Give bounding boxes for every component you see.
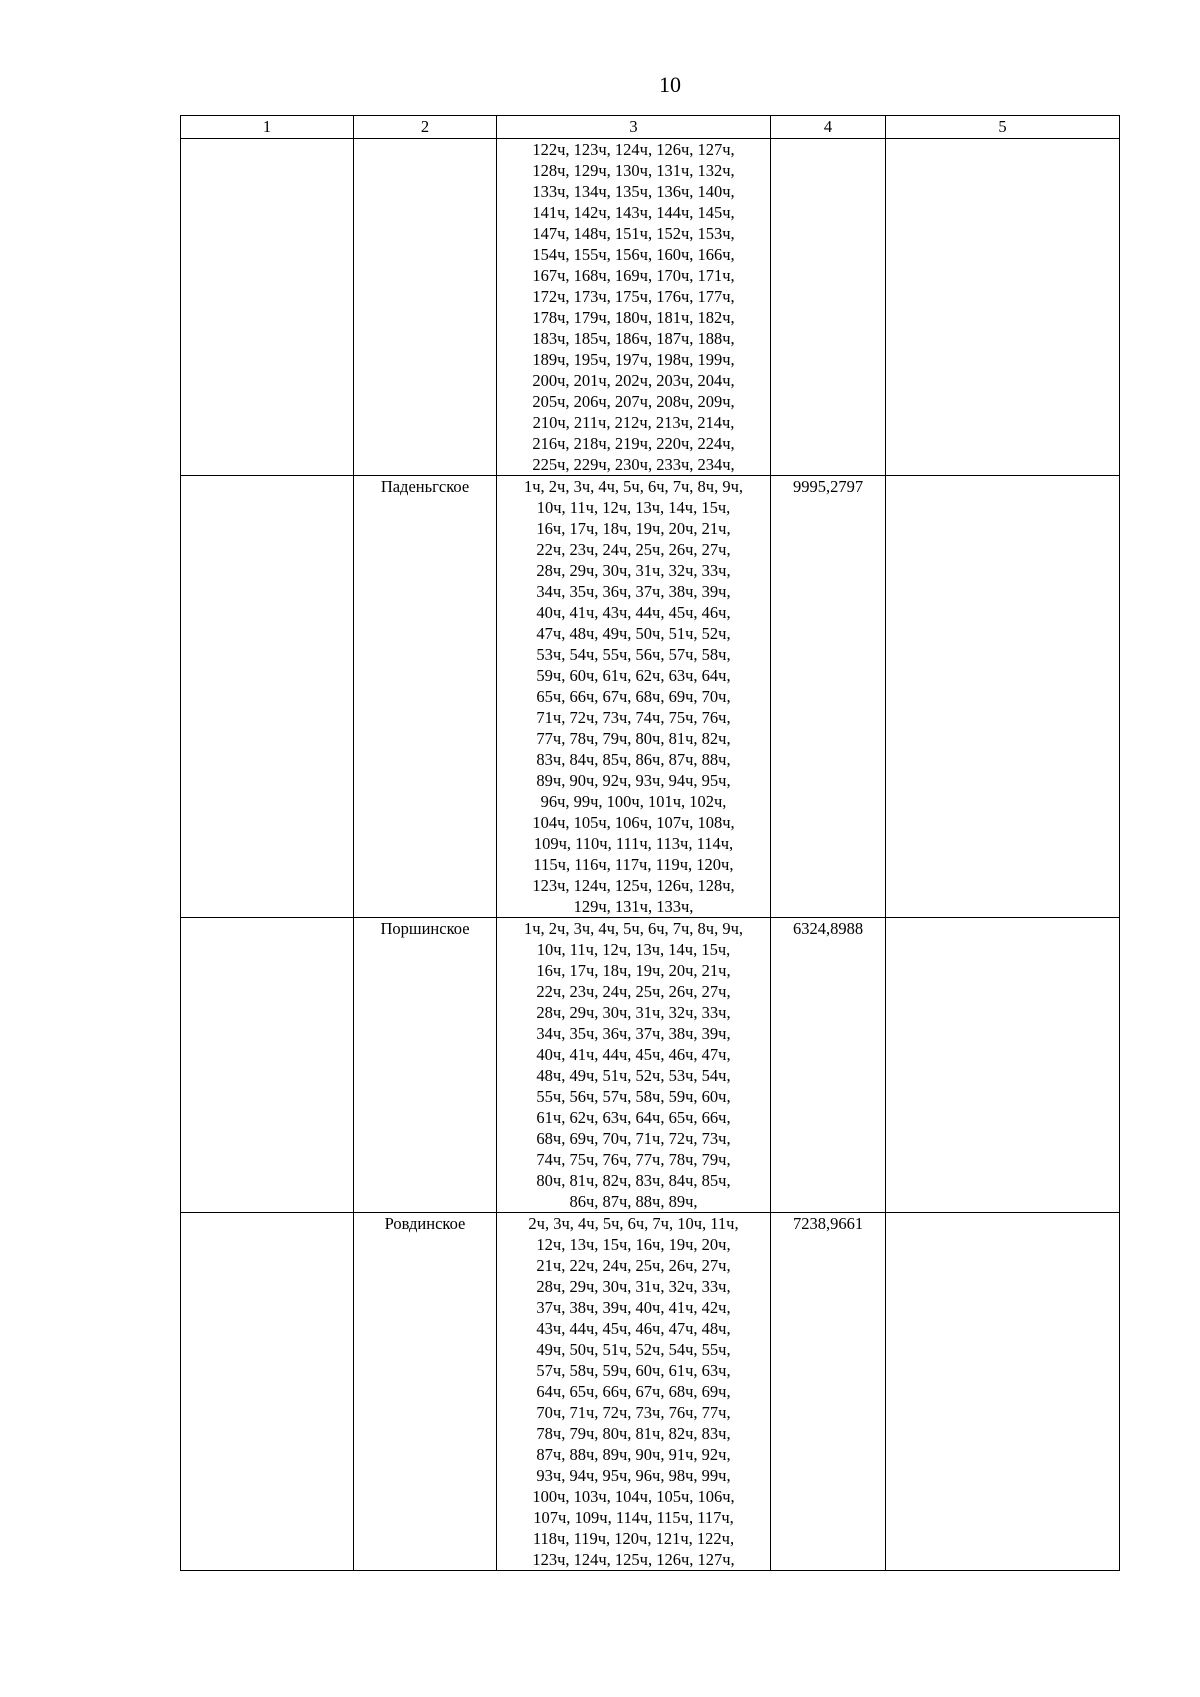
quarters-line: 68ч, 69ч, 70ч, 71ч, 72ч, 73ч, — [536, 1129, 731, 1148]
quarters-line: 183ч, 185ч, 186ч, 187ч, 188ч, — [532, 329, 735, 348]
quarters-line: 100ч, 103ч, 104ч, 105ч, 106ч, — [532, 1487, 735, 1506]
quarters-line: 200ч, 201ч, 202ч, 203ч, 204ч, — [532, 371, 735, 390]
quarters-line: 96ч, 99ч, 100ч, 101ч, 102ч, — [540, 792, 727, 811]
quarters-line: 70ч, 71ч, 72ч, 73ч, 76ч, 77ч, — [536, 1403, 731, 1422]
quarters-line: 210ч, 211ч, 212ч, 213ч, 214ч, — [532, 413, 735, 432]
cell-forestry-name: Ровдинское — [354, 1213, 497, 1571]
column-header-3: 3 — [497, 116, 771, 139]
cell-col5 — [886, 1213, 1120, 1571]
cell-col1 — [181, 1213, 354, 1571]
quarters-line: 1ч, 2ч, 3ч, 4ч, 5ч, 6ч, 7ч, 8ч, 9ч, — [523, 919, 744, 938]
quarters-line: 172ч, 173ч, 175ч, 176ч, 177ч, — [532, 287, 735, 306]
quarters-line: 133ч, 134ч, 135ч, 136ч, 140ч, — [532, 182, 735, 201]
cell-forestry-name: Паденьгское — [354, 476, 497, 918]
quarters-line: 189ч, 195ч, 197ч, 198ч, 199ч, — [532, 350, 735, 369]
cell-quarters-list — [497, 1213, 771, 1571]
quarters-line: 47ч, 48ч, 49ч, 50ч, 51ч, 52ч, — [536, 624, 731, 643]
column-header-4: 4 — [771, 116, 886, 139]
table-row — [181, 918, 1120, 1213]
quarters-line: 104ч, 105ч, 106ч, 107ч, 108ч, — [532, 813, 735, 832]
quarters-line: 28ч, 29ч, 30ч, 31ч, 32ч, 33ч, — [536, 1003, 731, 1022]
quarters-line: 83ч, 84ч, 85ч, 86ч, 87ч, 88ч, — [536, 750, 731, 769]
quarters-line: 64ч, 65ч, 66ч, 67ч, 68ч, 69ч, — [536, 1382, 731, 1401]
quarters-line: 107ч, 109ч, 114ч, 115ч, 117ч, — [533, 1508, 734, 1527]
land-plots-table — [180, 115, 1120, 1571]
quarters-line: 59ч, 60ч, 61ч, 62ч, 63ч, 64ч, — [536, 666, 731, 685]
quarters-line: 16ч, 17ч, 18ч, 19ч, 20ч, 21ч, — [536, 961, 731, 980]
table-row — [181, 139, 1120, 476]
quarters-line: 129ч, 131ч, 133ч, — [573, 897, 694, 916]
quarters-line: 34ч, 35ч, 36ч, 37ч, 38ч, 39ч, — [536, 1024, 731, 1043]
quarters-line: 123ч, 124ч, 125ч, 126ч, 128ч, — [532, 876, 735, 895]
cell-quarters-list — [497, 139, 771, 476]
quarters-line: 115ч, 116ч, 117ч, 119ч, 120ч, — [533, 855, 734, 874]
quarters-line: 28ч, 29ч, 30ч, 31ч, 32ч, 33ч, — [536, 561, 731, 580]
table-body — [181, 139, 1120, 1571]
quarters-line: 225ч, 229ч, 230ч, 233ч, 234ч, — [532, 455, 735, 474]
table-row — [181, 476, 1120, 918]
quarters-line: 123ч, 124ч, 125ч, 126ч, 127ч, — [532, 1550, 735, 1569]
quarters-line: 74ч, 75ч, 76ч, 77ч, 78ч, 79ч, — [536, 1150, 731, 1169]
column-header-2: 2 — [354, 116, 497, 139]
quarters-line: 40ч, 41ч, 44ч, 45ч, 46ч, 47ч, — [536, 1045, 731, 1064]
quarters-line: 154ч, 155ч, 156ч, 160ч, 166ч, — [532, 245, 735, 264]
quarters-line: 77ч, 78ч, 79ч, 80ч, 81ч, 82ч, — [536, 729, 731, 748]
quarters-line: 10ч, 11ч, 12ч, 13ч, 14ч, 15ч, — [536, 940, 731, 959]
cell-col5 — [886, 476, 1120, 918]
cell-col1 — [181, 139, 354, 476]
cell-forestry-name — [354, 139, 497, 476]
cell-col1 — [181, 476, 354, 918]
page-number: 10 — [659, 72, 681, 97]
quarters-line: 1ч, 2ч, 3ч, 4ч, 5ч, 6ч, 7ч, 8ч, 9ч, — [523, 477, 744, 496]
cell-area: 6324,8988 — [771, 918, 886, 1213]
quarters-line: 43ч, 44ч, 45ч, 46ч, 47ч, 48ч, — [536, 1319, 731, 1338]
quarters-line: 86ч, 87ч, 88ч, 89ч, — [569, 1192, 698, 1211]
quarters-line: 93ч, 94ч, 95ч, 96ч, 98ч, 99ч, — [536, 1466, 731, 1485]
column-header-5: 5 — [886, 116, 1120, 139]
quarters-line: 57ч, 58ч, 59ч, 60ч, 61ч, 63ч, — [536, 1361, 731, 1380]
quarters-line: 48ч, 49ч, 51ч, 52ч, 53ч, 54ч, — [536, 1066, 731, 1085]
quarters-line: 109ч, 110ч, 111ч, 113ч, 114ч, — [533, 834, 734, 853]
cell-forestry-name: Поршинское — [354, 918, 497, 1213]
quarters-line: 87ч, 88ч, 89ч, 90ч, 91ч, 92ч, — [536, 1445, 731, 1464]
cell-col5 — [886, 139, 1120, 476]
quarters-line: 22ч, 23ч, 24ч, 25ч, 26ч, 27ч, — [536, 982, 731, 1001]
quarters-line: 178ч, 179ч, 180ч, 181ч, 182ч, — [532, 308, 735, 327]
quarters-line: 34ч, 35ч, 36ч, 37ч, 38ч, 39ч, — [536, 582, 731, 601]
quarters-line: 147ч, 148ч, 151ч, 152ч, 153ч, — [532, 224, 735, 243]
quarters-line: 80ч, 81ч, 82ч, 83ч, 84ч, 85ч, — [536, 1171, 731, 1190]
cell-quarters-list — [497, 918, 771, 1213]
quarters-line: 28ч, 29ч, 30ч, 31ч, 32ч, 33ч, — [536, 1277, 731, 1296]
quarters-line: 53ч, 54ч, 55ч, 56ч, 57ч, 58ч, — [536, 645, 731, 664]
quarters-line: 216ч, 218ч, 219ч, 220ч, 224ч, — [532, 434, 735, 453]
quarters-line: 12ч, 13ч, 15ч, 16ч, 19ч, 20ч, — [536, 1235, 731, 1254]
quarters-line: 37ч, 38ч, 39ч, 40ч, 41ч, 42ч, — [536, 1298, 731, 1317]
quarters-line: 40ч, 41ч, 43ч, 44ч, 45ч, 46ч, — [536, 603, 731, 622]
quarters-line: 71ч, 72ч, 73ч, 74ч, 75ч, 76ч, — [536, 708, 731, 727]
quarters-line: 118ч, 119ч, 120ч, 121ч, 122ч, — [532, 1529, 735, 1548]
cell-col5 — [886, 918, 1120, 1213]
table-row — [181, 1213, 1120, 1571]
quarters-line: 167ч, 168ч, 169ч, 170ч, 171ч, — [532, 266, 735, 285]
cell-area: 7238,9661 — [771, 1213, 886, 1571]
quarters-line: 128ч, 129ч, 130ч, 131ч, 132ч, — [532, 161, 735, 180]
cell-quarters-list — [497, 476, 771, 918]
quarters-line: 10ч, 11ч, 12ч, 13ч, 14ч, 15ч, — [536, 498, 731, 517]
quarters-line: 21ч, 22ч, 24ч, 25ч, 26ч, 27ч, — [536, 1256, 731, 1275]
quarters-line: 65ч, 66ч, 67ч, 68ч, 69ч, 70ч, — [536, 687, 731, 706]
column-header-1: 1 — [181, 116, 354, 139]
quarters-line: 78ч, 79ч, 80ч, 81ч, 82ч, 83ч, — [536, 1424, 731, 1443]
column-number-row — [181, 116, 1120, 139]
quarters-line: 16ч, 17ч, 18ч, 19ч, 20ч, 21ч, — [536, 519, 731, 538]
cell-area — [771, 139, 886, 476]
quarters-line: 49ч, 50ч, 51ч, 52ч, 54ч, 55ч, — [536, 1340, 731, 1359]
quarters-line: 89ч, 90ч, 92ч, 93ч, 94ч, 95ч, — [536, 771, 731, 790]
quarters-line: 22ч, 23ч, 24ч, 25ч, 26ч, 27ч, — [536, 540, 731, 559]
quarters-line: 61ч, 62ч, 63ч, 64ч, 65ч, 66ч, — [536, 1108, 731, 1127]
cell-area: 9995,2797 — [771, 476, 886, 918]
quarters-line: 122ч, 123ч, 124ч, 126ч, 127ч, — [532, 140, 735, 159]
quarters-line: 205ч, 206ч, 207ч, 208ч, 209ч, — [532, 392, 735, 411]
quarters-line: 55ч, 56ч, 57ч, 58ч, 59ч, 60ч, — [536, 1087, 731, 1106]
quarters-line: 2ч, 3ч, 4ч, 5ч, 6ч, 7ч, 10ч, 11ч, — [528, 1214, 739, 1233]
cell-col1 — [181, 918, 354, 1213]
quarters-line: 141ч, 142ч, 143ч, 144ч, 145ч, — [532, 203, 735, 222]
